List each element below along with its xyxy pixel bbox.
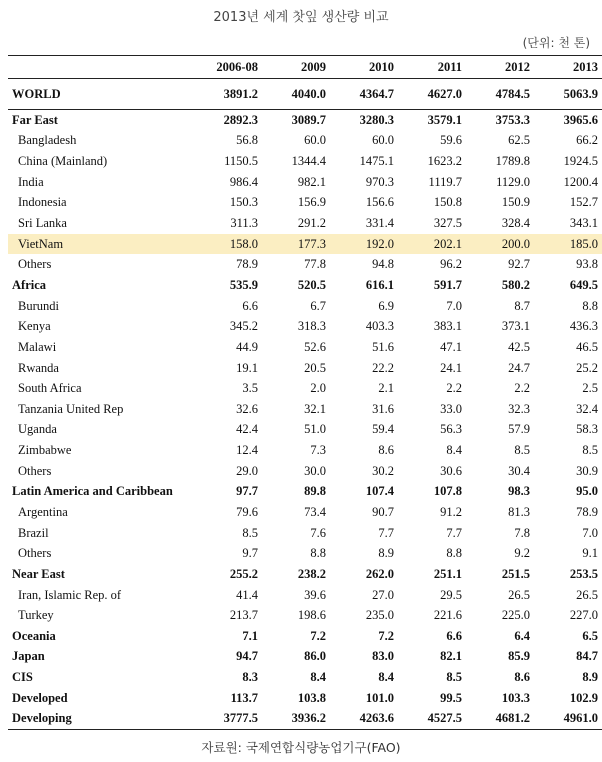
- value-cell: 7.1: [242, 628, 258, 643]
- row-label: Bangladesh: [18, 133, 77, 148]
- value-cell: 29.0: [236, 463, 258, 478]
- row-label: India: [18, 174, 44, 189]
- value-cell: 93.8: [576, 257, 598, 272]
- value-cell: 91.2: [440, 504, 462, 519]
- value-cell: 85.9: [508, 649, 530, 664]
- value-cell: 30.4: [508, 463, 530, 478]
- row-label: WORLD: [8, 79, 196, 110]
- value-cell: 200.0: [468, 234, 536, 255]
- header-cell: 2011: [400, 56, 468, 79]
- value-cell: 150.8: [433, 195, 462, 210]
- table-row: [8, 626, 602, 647]
- value-cell: 82.1: [440, 649, 462, 664]
- value-cell: 1150.5: [224, 154, 258, 169]
- value-cell: 8.6: [514, 670, 530, 685]
- value-cell: 8.5: [446, 670, 462, 685]
- value-cell: 51.0: [304, 422, 326, 437]
- value-cell: 152.7: [569, 195, 598, 210]
- header-cell: 2010: [332, 56, 400, 79]
- table-row: [8, 172, 602, 193]
- row-label: Uganda: [18, 422, 57, 437]
- value-cell: 66.2: [576, 133, 598, 148]
- row-label: Argentina: [18, 504, 68, 519]
- row-label: Near East: [12, 566, 65, 581]
- value-cell: 97.7: [236, 484, 258, 499]
- value-cell: 198.6: [297, 608, 326, 623]
- value-cell: 251.5: [501, 566, 530, 581]
- value-cell: 403.3: [365, 319, 394, 334]
- header-cell: 2012: [468, 56, 536, 79]
- value-cell: 4040.0: [264, 79, 332, 110]
- value-cell: 7.7: [378, 525, 394, 540]
- value-cell: 5063.9: [536, 79, 602, 110]
- value-cell: 150.9: [501, 195, 530, 210]
- value-cell: 24.7: [508, 360, 530, 375]
- value-cell: 58.3: [576, 422, 598, 437]
- value-cell: 77.8: [304, 257, 326, 272]
- table-row: [8, 234, 602, 255]
- table-row: [8, 151, 602, 172]
- value-cell: 20.5: [304, 360, 326, 375]
- value-cell: 51.6: [372, 339, 394, 354]
- value-cell: 4263.6: [332, 709, 400, 730]
- value-cell: 2892.3: [223, 112, 258, 127]
- value-cell: 8.4: [446, 443, 462, 458]
- value-cell: 39.6: [304, 587, 326, 602]
- value-cell: 8.8: [310, 546, 326, 561]
- value-cell: 8.5: [514, 443, 530, 458]
- value-cell: 7.8: [514, 525, 530, 540]
- value-cell: 3965.6: [563, 112, 598, 127]
- value-cell: 970.3: [365, 174, 394, 189]
- row-label: Zimbabwe: [18, 443, 72, 458]
- value-cell: 7.2: [310, 628, 326, 643]
- value-cell: 238.2: [297, 566, 326, 581]
- value-cell: 101.0: [365, 690, 394, 705]
- value-cell: 4527.5: [400, 709, 468, 730]
- value-cell: 1623.2: [427, 154, 462, 169]
- value-cell: 1200.4: [563, 174, 598, 189]
- value-cell: 4961.0: [536, 709, 602, 730]
- value-cell: 251.1: [433, 566, 462, 581]
- value-cell: 227.0: [569, 608, 598, 623]
- source-note: 자료원: 국제연합식량농업기구(FAO): [201, 740, 401, 755]
- table-row: [8, 110, 602, 131]
- value-cell: 3753.3: [495, 112, 530, 127]
- value-cell: 47.1: [440, 339, 462, 354]
- value-cell: 343.1: [569, 216, 598, 231]
- value-cell: 56.8: [236, 133, 258, 148]
- value-cell: 103.8: [297, 690, 326, 705]
- value-cell: 59.6: [440, 133, 462, 148]
- value-cell: 42.5: [508, 339, 530, 354]
- value-cell: 327.5: [433, 216, 462, 231]
- value-cell: 8.9: [582, 670, 598, 685]
- row-label: Japan: [12, 649, 45, 664]
- table-row: [8, 564, 602, 585]
- value-cell: 83.0: [372, 649, 394, 664]
- value-cell: 56.3: [440, 422, 462, 437]
- value-cell: 8.5: [242, 525, 258, 540]
- value-cell: 8.8: [446, 546, 462, 561]
- value-cell: 213.7: [229, 608, 258, 623]
- value-cell: 3936.2: [264, 709, 332, 730]
- row-label: Burundi: [18, 298, 59, 313]
- value-cell: 235.0: [365, 608, 394, 623]
- value-cell: 78.9: [236, 257, 258, 272]
- row-label: CIS: [12, 670, 33, 685]
- value-cell: 31.6: [372, 401, 394, 416]
- value-cell: 98.3: [508, 484, 530, 499]
- value-cell: 42.4: [236, 422, 258, 437]
- value-cell: 8.6: [378, 443, 394, 458]
- value-cell: 535.9: [229, 277, 258, 292]
- value-cell: 1924.5: [563, 154, 598, 169]
- row-label: Rwanda: [18, 360, 59, 375]
- tea-production-table: [8, 55, 602, 730]
- value-cell: 177.3: [264, 234, 332, 255]
- table-row: [8, 709, 602, 730]
- value-cell: 89.8: [304, 484, 326, 499]
- value-cell: 30.6: [440, 463, 462, 478]
- table-row: [8, 667, 602, 688]
- value-cell: 255.2: [229, 566, 258, 581]
- value-cell: 649.5: [569, 277, 598, 292]
- value-cell: 986.4: [229, 174, 258, 189]
- value-cell: 1119.7: [428, 174, 462, 189]
- value-cell: 150.3: [229, 195, 258, 210]
- row-label: Iran, Islamic Rep. of: [18, 587, 122, 602]
- value-cell: 25.2: [576, 360, 598, 375]
- value-cell: 52.6: [304, 339, 326, 354]
- table-row: [8, 131, 602, 152]
- row-label: Oceania: [12, 628, 56, 643]
- value-cell: 9.7: [242, 546, 258, 561]
- value-cell: 6.4: [514, 628, 530, 643]
- value-cell: 2.2: [446, 381, 462, 396]
- row-label: Others: [18, 257, 52, 272]
- value-cell: 7.7: [446, 525, 462, 540]
- value-cell: 29.5: [440, 587, 462, 602]
- value-cell: 95.0: [576, 484, 598, 499]
- value-cell: 580.2: [501, 277, 530, 292]
- table-row: [8, 378, 602, 399]
- value-cell: 345.2: [229, 319, 258, 334]
- value-cell: 96.2: [440, 257, 462, 272]
- value-cell: 7.3: [310, 443, 326, 458]
- value-cell: 26.5: [576, 587, 598, 602]
- value-cell: 57.9: [508, 422, 530, 437]
- value-cell: 41.4: [236, 587, 258, 602]
- value-cell: 9.1: [582, 546, 598, 561]
- value-cell: 383.1: [433, 319, 462, 334]
- table-row: [8, 254, 602, 275]
- value-cell: 3089.7: [291, 112, 326, 127]
- value-cell: 436.3: [569, 319, 598, 334]
- value-cell: 44.9: [236, 339, 258, 354]
- row-label: Developed: [12, 690, 68, 705]
- header-row: [8, 56, 602, 79]
- value-cell: 86.0: [304, 649, 326, 664]
- row-label: Far East: [12, 112, 58, 127]
- value-cell: 225.0: [501, 608, 530, 623]
- table-row: [8, 399, 602, 420]
- value-cell: 616.1: [365, 277, 394, 292]
- table-row: [8, 461, 602, 482]
- table-row: [8, 337, 602, 358]
- value-cell: 1789.8: [495, 154, 530, 169]
- value-cell: 32.3: [508, 401, 530, 416]
- table-row: [8, 213, 602, 234]
- unit-label: (단위: 천 톤): [522, 36, 590, 50]
- table-row: [8, 585, 602, 606]
- value-cell: 262.0: [365, 566, 394, 581]
- value-cell: 7.2: [378, 628, 394, 643]
- value-cell: 22.2: [372, 360, 394, 375]
- value-cell: 331.4: [365, 216, 394, 231]
- value-cell: 79.6: [236, 504, 258, 519]
- table-row: [8, 482, 602, 503]
- value-cell: 46.5: [576, 339, 598, 354]
- header-cell: [8, 56, 196, 79]
- row-label: Kenya: [18, 319, 51, 334]
- row-label: Latin America and Caribbean: [12, 484, 173, 499]
- value-cell: 30.2: [372, 463, 394, 478]
- value-cell: 33.0: [440, 401, 462, 416]
- value-cell: 185.0: [536, 234, 602, 255]
- value-cell: 107.4: [365, 484, 394, 499]
- value-cell: 291.2: [297, 216, 326, 231]
- value-cell: 1344.4: [291, 154, 326, 169]
- value-cell: 73.4: [304, 504, 326, 519]
- table-row: [8, 523, 602, 544]
- value-cell: 4784.5: [468, 79, 536, 110]
- value-cell: 90.7: [372, 504, 394, 519]
- table-title: 2013년 세계 찻잎 생산량 비교: [213, 10, 389, 25]
- value-cell: 26.5: [508, 587, 530, 602]
- table-row: [8, 543, 602, 564]
- row-label: Tanzania United Rep: [18, 401, 124, 416]
- value-cell: 192.0: [332, 234, 400, 255]
- value-cell: 103.3: [501, 690, 530, 705]
- row-label: VietNam: [8, 234, 196, 255]
- table-row: [8, 79, 602, 110]
- value-cell: 1475.1: [359, 154, 394, 169]
- value-cell: 328.4: [501, 216, 530, 231]
- value-cell: 32.6: [236, 401, 258, 416]
- table-row: [8, 605, 602, 626]
- value-cell: 59.4: [372, 422, 394, 437]
- value-cell: 81.3: [508, 504, 530, 519]
- table-row: [8, 440, 602, 461]
- value-cell: 2.0: [310, 381, 326, 396]
- value-cell: 2.5: [582, 381, 598, 396]
- value-cell: 102.9: [569, 690, 598, 705]
- value-cell: 4364.7: [332, 79, 400, 110]
- row-label: Sri Lanka: [18, 216, 67, 231]
- value-cell: 202.1: [400, 234, 468, 255]
- value-cell: 4681.2: [468, 709, 536, 730]
- table-row: [8, 296, 602, 317]
- value-cell: 591.7: [433, 277, 462, 292]
- table-row: [8, 420, 602, 441]
- table-row: [8, 502, 602, 523]
- table-body: [8, 79, 602, 730]
- value-cell: 3579.1: [427, 112, 462, 127]
- value-cell: 6.9: [378, 298, 394, 313]
- value-cell: 12.4: [236, 443, 258, 458]
- table-row: [8, 358, 602, 379]
- value-cell: 3777.5: [196, 709, 264, 730]
- value-cell: 99.5: [440, 690, 462, 705]
- value-cell: 7.0: [446, 298, 462, 313]
- value-cell: 8.7: [514, 298, 530, 313]
- value-cell: 30.0: [304, 463, 326, 478]
- value-cell: 3280.3: [359, 112, 394, 127]
- value-cell: 7.0: [582, 525, 598, 540]
- value-cell: 60.0: [372, 133, 394, 148]
- value-cell: 318.3: [297, 319, 326, 334]
- row-label: Others: [18, 463, 52, 478]
- value-cell: 32.4: [576, 401, 598, 416]
- value-cell: 24.1: [440, 360, 462, 375]
- value-cell: 6.5: [582, 628, 598, 643]
- table-row: [8, 688, 602, 709]
- row-label: Others: [18, 546, 52, 561]
- table-row: [8, 316, 602, 337]
- table-row: [8, 275, 602, 296]
- value-cell: 6.6: [242, 298, 258, 313]
- value-cell: 1129.0: [496, 174, 530, 189]
- value-cell: 8.3: [242, 670, 258, 685]
- value-cell: 6.7: [310, 298, 326, 313]
- row-label: Brazil: [18, 525, 49, 540]
- value-cell: 94.8: [372, 257, 394, 272]
- value-cell: 982.1: [297, 174, 326, 189]
- value-cell: 78.9: [576, 504, 598, 519]
- value-cell: 8.5: [582, 443, 598, 458]
- value-cell: 158.0: [196, 234, 264, 255]
- row-label: Developing: [8, 709, 196, 730]
- row-label: South Africa: [18, 381, 82, 396]
- value-cell: 3.5: [242, 381, 258, 396]
- value-cell: 8.8: [582, 298, 598, 313]
- value-cell: 520.5: [297, 277, 326, 292]
- value-cell: 113.7: [230, 690, 258, 705]
- value-cell: 221.6: [433, 608, 462, 623]
- value-cell: 156.9: [297, 195, 326, 210]
- value-cell: 8.4: [310, 670, 326, 685]
- header-cell: 2013: [536, 56, 602, 79]
- value-cell: 6.6: [446, 628, 462, 643]
- value-cell: 84.7: [576, 649, 598, 664]
- value-cell: 8.9: [378, 546, 394, 561]
- value-cell: 62.5: [508, 133, 530, 148]
- value-cell: 311.3: [230, 216, 258, 231]
- value-cell: 9.2: [514, 546, 530, 561]
- table-row: [8, 193, 602, 214]
- value-cell: 94.7: [236, 649, 258, 664]
- value-cell: 8.4: [378, 670, 394, 685]
- value-cell: 4627.0: [400, 79, 468, 110]
- value-cell: 60.0: [304, 133, 326, 148]
- value-cell: 253.5: [569, 566, 598, 581]
- value-cell: 27.0: [372, 587, 394, 602]
- value-cell: 92.7: [508, 257, 530, 272]
- value-cell: 19.1: [236, 360, 258, 375]
- header-cell: 2009: [264, 56, 332, 79]
- header-cell: 2006-08: [196, 56, 264, 79]
- value-cell: 156.6: [365, 195, 394, 210]
- row-label: Turkey: [18, 608, 54, 623]
- row-label: China (Mainland): [18, 154, 108, 169]
- value-cell: 107.8: [433, 484, 462, 499]
- value-cell: 2.1: [378, 381, 394, 396]
- value-cell: 32.1: [304, 401, 326, 416]
- row-label: Malawi: [18, 339, 57, 354]
- row-label: Indonesia: [18, 195, 67, 210]
- value-cell: 2.2: [514, 381, 530, 396]
- value-cell: 373.1: [501, 319, 530, 334]
- row-label: Africa: [12, 277, 47, 292]
- table-row: [8, 647, 602, 668]
- value-cell: 30.9: [576, 463, 598, 478]
- value-cell: 7.6: [310, 525, 326, 540]
- value-cell: 3891.2: [196, 79, 264, 110]
